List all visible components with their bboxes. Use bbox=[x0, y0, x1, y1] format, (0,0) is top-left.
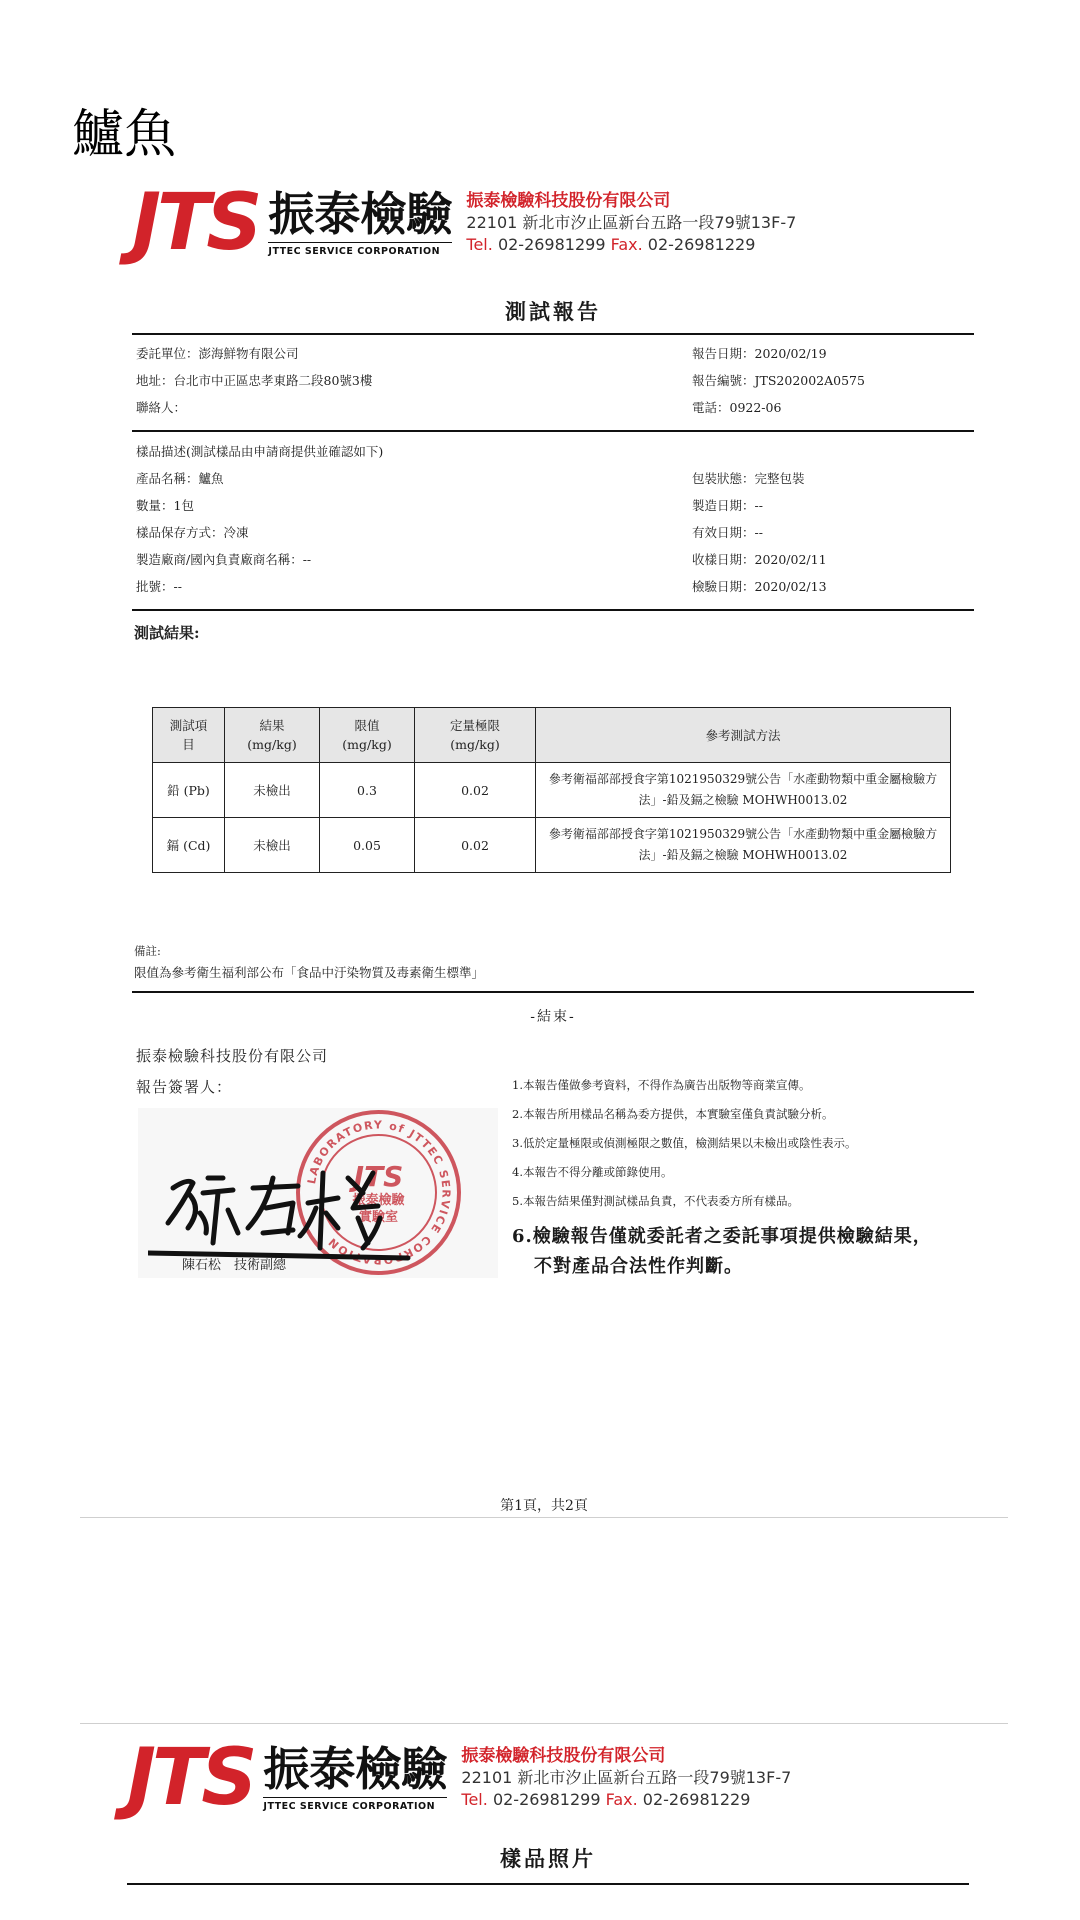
contact-field: 聯絡人： bbox=[136, 400, 187, 415]
notes-text: 限值為參考衛生福利部公布「食品中汙染物質及毒素衛生標準」 bbox=[134, 965, 485, 980]
signing-company: 振泰檢驗科技股份有限公司 bbox=[136, 1047, 329, 1065]
results-table bbox=[152, 707, 951, 873]
exp-date-field: 有效日期：-- bbox=[692, 525, 763, 540]
table-cell: 0.02 bbox=[415, 763, 536, 818]
company-header bbox=[132, 178, 797, 268]
address-field: 地址：台北市中正區忠孝東路二段80號3樓 bbox=[136, 373, 373, 388]
company-name-en: JTTEC SERVICE CORPORATION bbox=[268, 242, 452, 257]
company-logo bbox=[132, 178, 453, 268]
notes bbox=[134, 943, 484, 981]
divider bbox=[132, 430, 974, 432]
product-name-field: 產品名稱：鱸魚 bbox=[136, 471, 224, 486]
divider bbox=[132, 609, 974, 611]
table-cell: 未檢出 bbox=[225, 763, 320, 818]
company-header-page2 bbox=[127, 1733, 792, 1823]
handwritten-signature bbox=[148, 1148, 488, 1268]
column-header: 結果 (mg/kg) bbox=[225, 708, 320, 763]
storage-field: 樣品保存方式：冷凍 bbox=[136, 525, 249, 540]
signature-area bbox=[138, 1108, 498, 1278]
company-full-name: 振泰檢驗科技股份有限公司 bbox=[461, 1746, 666, 1766]
stamp-logo: JTS bbox=[353, 1160, 404, 1193]
company-contact: Tel. 02-26981299 Fax. 02-26981229 bbox=[461, 1790, 751, 1809]
company-logo bbox=[127, 1733, 448, 1823]
received-date-field: 收樣日期：2020/02/11 bbox=[692, 552, 827, 567]
table-cell: 參考衛福部部授食字第1021950329號公告「水產動物類中重金屬檢驗方法」-鉛及鎘之檢驗 MOHWH0013.02 bbox=[536, 818, 951, 873]
signer-name-title: 陳石松 技術副總 bbox=[182, 1258, 287, 1273]
page-top-line bbox=[80, 1723, 1008, 1724]
disclaimers bbox=[512, 1071, 856, 1216]
page-number: 第1頁，共2頁 bbox=[500, 1498, 588, 1514]
table-cell: 參考衛福部部授食字第1021950329號公告「水產動物類中重金屬檢驗方法」-鉛及鎘之檢驗 MOHWH0013.02 bbox=[536, 763, 951, 818]
jts-logo-mark: JTS bbox=[127, 1733, 254, 1823]
page-heading: 鱸魚 bbox=[72, 105, 177, 165]
results-label: 測試結果: bbox=[134, 624, 200, 642]
table-cell: 0.05 bbox=[320, 818, 415, 873]
table-header-row bbox=[153, 708, 951, 763]
company-name-cn: 振泰檢驗 bbox=[268, 187, 453, 241]
column-header: 測試項 目 bbox=[153, 708, 225, 763]
company-name-en: JTTEC SERVICE CORPORATION bbox=[263, 1797, 447, 1812]
disclaimer-item: 1.本報告僅做參考資料，不得作為廣告出版物等商業宣傳。 bbox=[512, 1078, 811, 1092]
table-cell: 0.3 bbox=[320, 763, 415, 818]
packaging-field: 包裝狀態：完整包裝 bbox=[692, 471, 805, 486]
company-contact: Tel. 02-26981299 Fax. 02-26981229 bbox=[466, 235, 756, 254]
table-row bbox=[153, 818, 951, 873]
phone-field: 電話：0922-06 bbox=[692, 400, 782, 415]
test-date-field: 檢驗日期：2020/02/13 bbox=[692, 579, 827, 594]
mfg-date-field: 製造日期：-- bbox=[692, 498, 763, 513]
sample-info bbox=[136, 438, 974, 600]
stamp-line2: 實驗室 bbox=[358, 1210, 398, 1225]
column-header: 定量極限 (mg/kg) bbox=[415, 708, 536, 763]
table-cell: 0.02 bbox=[415, 818, 536, 873]
jts-logo-mark: JTS bbox=[132, 178, 259, 268]
company-address: 22101 新北市汐止區新台五路一段79號13F-7 bbox=[466, 213, 797, 232]
end-mark: -結束- bbox=[530, 1009, 576, 1025]
divider bbox=[127, 1883, 969, 1885]
quantity-field: 數量：1包 bbox=[136, 498, 194, 513]
company-info bbox=[461, 1745, 791, 1811]
disclaimer-6: 6.檢驗報告僅就委託者之委託事項提供檢驗結果， 不對產品合法性作判斷。 bbox=[512, 1226, 932, 1277]
disclaimer-item: 3.低於定量極限或偵測極限之數值，檢測結果以未檢出或陰性表示。 bbox=[512, 1136, 857, 1150]
batch-field: 批號：-- bbox=[136, 579, 182, 594]
svg-text:LABORATORY of JTTEC SERVICE CO: LABORATORY of JTTEC SERVICE CORPORATION bbox=[305, 1118, 453, 1267]
report-title: 測試報告 bbox=[505, 299, 601, 324]
sample-description: 樣品描述(測試樣品由申請商提供並確認如下) bbox=[136, 444, 384, 459]
disclaimer-item: 5.本報告結果僅對測試樣品負責，不代表委方所有樣品。 bbox=[512, 1194, 799, 1208]
disclaimer-item: 2.本報告所用樣品名稱為委方提供，本實驗室僅負責試驗分析。 bbox=[512, 1107, 834, 1121]
company-name-cn: 振泰檢驗 bbox=[263, 1742, 448, 1796]
report-meta bbox=[136, 340, 974, 421]
disclaimer-item: 4.本報告不得分離或節錄使用。 bbox=[512, 1165, 673, 1179]
divider bbox=[132, 991, 974, 993]
page-break-line bbox=[80, 1517, 1008, 1518]
company-full-name: 振泰檢驗科技股份有限公司 bbox=[466, 191, 671, 211]
table-cell: 鎘 (Cd) bbox=[153, 818, 225, 873]
client-field: 委託單位：澎海鮮物有限公司 bbox=[136, 346, 299, 361]
column-header: 參考測試方法 bbox=[536, 708, 951, 763]
column-header: 限值 (mg/kg) bbox=[320, 708, 415, 763]
table-cell: 未檢出 bbox=[225, 818, 320, 873]
company-address: 22101 新北市汐止區新台五路一段79號13F-7 bbox=[461, 1768, 792, 1787]
report-date-field: 報告日期：2020/02/19 bbox=[692, 346, 827, 361]
divider bbox=[132, 333, 974, 335]
stamp-line1: 振泰檢驗 bbox=[352, 1193, 405, 1208]
company-info bbox=[466, 190, 796, 256]
signer-label: 報告簽署人： bbox=[136, 1078, 233, 1096]
report-number-field: 報告編號：JTS202002A0575 bbox=[692, 373, 865, 388]
table-row bbox=[153, 763, 951, 818]
manufacturer-field: 製造廠商/國內負責廠商名稱：-- bbox=[136, 552, 312, 567]
table-cell: 鉛 (Pb) bbox=[153, 763, 225, 818]
page2-title: 樣品照片 bbox=[500, 1846, 596, 1871]
notes-label: 備註: bbox=[134, 944, 161, 958]
results-table-wrap bbox=[152, 707, 951, 873]
